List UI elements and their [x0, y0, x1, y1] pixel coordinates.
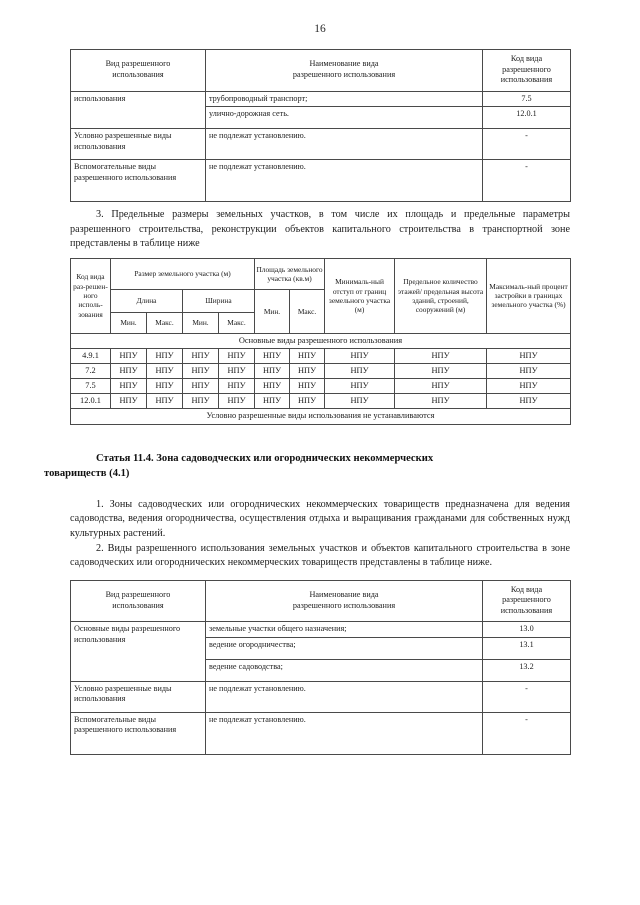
- header-length-max: Макс.: [147, 312, 183, 333]
- cell-length-max: НПУ: [147, 379, 183, 394]
- cell-max-percent: НПУ: [487, 364, 571, 379]
- cell-kind: Вспомогательные виды разрешенного использования: [71, 712, 206, 754]
- cell-width-min: НПУ: [183, 394, 219, 409]
- cell-width-max: НПУ: [219, 379, 255, 394]
- cell-kind: Вспомогательные виды разрешенного использования: [71, 160, 206, 202]
- cell-length-min: НПУ: [111, 364, 147, 379]
- header-max-floors: Предельное количество этажей/ предельная высота зданий, строений, сооружений (м): [395, 258, 487, 333]
- cell-area-max: НПУ: [290, 379, 325, 394]
- header-code-line2: разрешенного: [502, 64, 551, 74]
- cell-name: земельные участки общего назначения;: [206, 622, 483, 638]
- header-length: Длина: [111, 289, 183, 312]
- table-row: [71, 681, 571, 712]
- paragraph-1: 1. Зоны садоводческих или огороднических некоммерческих товариществ предназначена для ведения садоводства, ведения огородничества, осуществления отдыха и выращивания гражданами для собственных нужд культурных растений.: [70, 498, 570, 539]
- header-kind: [71, 50, 206, 92]
- header-kind: [71, 580, 206, 622]
- table-row: [71, 379, 571, 394]
- header-length-min: Мин.: [111, 312, 147, 333]
- header-kind-line1: Вид разрешенного: [105, 590, 171, 599]
- cell-code: -: [483, 681, 571, 712]
- header-width-max: Макс.: [219, 312, 255, 333]
- header-kind-line2: использования: [112, 69, 164, 79]
- cell-max-floors: НПУ: [395, 379, 487, 394]
- header-code-line1: Код вида: [510, 54, 543, 63]
- cell-code: -: [483, 129, 571, 160]
- article-heading: [44, 451, 570, 482]
- cell-name: ведение огородничества;: [206, 637, 483, 659]
- header-kind-line1: Вид разрешенного: [105, 59, 171, 69]
- cell-width-min: НПУ: [183, 364, 219, 379]
- table-row: [71, 160, 571, 202]
- header-code-line3: использования: [500, 605, 553, 615]
- table-row: [71, 91, 571, 107]
- article-heading-line2: товариществ (4.1): [44, 468, 130, 480]
- header-area-group: Площадь земельного участка (кв.м): [255, 258, 325, 289]
- cell-max-percent: НПУ: [487, 349, 571, 364]
- table-transport-uses: [70, 49, 571, 202]
- header-area-max: Макс.: [290, 289, 325, 333]
- header-name-line2: разрешенного использования: [292, 69, 396, 79]
- cell-max-floors: НПУ: [395, 364, 487, 379]
- cell-area-min: НПУ: [255, 394, 290, 409]
- cell-area-min: НПУ: [255, 349, 290, 364]
- table-row: [71, 364, 571, 379]
- cell-code: -: [483, 712, 571, 754]
- header-size-group: Размер земельного участка (м): [111, 258, 255, 289]
- table-header-row: [71, 50, 571, 92]
- cell-name: не подлежат установлению.: [206, 712, 483, 754]
- cell-code: 13.1: [483, 637, 571, 659]
- cell-kind: Условно разрешенные виды использования: [71, 681, 206, 712]
- cell-max-floors: НПУ: [395, 394, 487, 409]
- cell-length-min: НПУ: [111, 394, 147, 409]
- cell-name: улично-дорожная сеть.: [206, 107, 483, 129]
- section-main-uses: Основные виды разрешенного использования: [71, 333, 571, 349]
- cell-min-setback: НПУ: [325, 394, 395, 409]
- cell-name: трубопроводный транспорт;: [206, 91, 483, 107]
- table-row: [71, 622, 571, 638]
- cell-code: 12.0.1: [71, 394, 111, 409]
- cell-max-percent: НПУ: [487, 394, 571, 409]
- footer-conditional-uses: Условно разрешенные виды использования не устанавливаются: [71, 409, 571, 425]
- cell-min-setback: НПУ: [325, 364, 395, 379]
- cell-min-setback: НПУ: [325, 349, 395, 364]
- header-code-line3: использования: [500, 75, 553, 84]
- cell-width-min: НПУ: [183, 349, 219, 364]
- header-code-line1: Код вида: [510, 584, 543, 594]
- header-name-line1: Наименование вида: [309, 59, 379, 69]
- cell-max-percent: НПУ: [487, 379, 571, 394]
- paragraph-2: 2. Виды разрешенного использования земельных участков и объектов капитального строительства в зоне садоводческих или огороднических некоммерческих товариществ представлены в таблице ниже.: [70, 542, 570, 569]
- cell-name: ведение садоводства;: [206, 659, 483, 681]
- table-section-row: [71, 333, 571, 349]
- header-width: Ширина: [183, 289, 255, 312]
- cell-code: 13.0: [483, 622, 571, 638]
- cell-length-min: НПУ: [111, 349, 147, 364]
- table-row: [71, 349, 571, 364]
- cell-width-max: НПУ: [219, 394, 255, 409]
- cell-name: не подлежат установлению.: [206, 129, 483, 160]
- table-limit-parameters: [70, 258, 571, 425]
- header-code-line2: разрешенного: [502, 595, 551, 605]
- header-code: [483, 580, 571, 622]
- table-row: [71, 394, 571, 409]
- header-code: [483, 50, 571, 92]
- cell-area-max: НПУ: [290, 364, 325, 379]
- cell-kind: Условно разрешенные виды использования: [71, 129, 206, 160]
- cell-group-main: Основные виды разрешенного использования: [71, 622, 206, 682]
- table-footer-row: [71, 409, 571, 425]
- cell-width-min: НПУ: [183, 379, 219, 394]
- cell-code: 12.0.1: [483, 107, 571, 129]
- header-max-percent: Максималь-ный процент застройки в границах земельного участка (%): [487, 258, 571, 333]
- cell-area-max: НПУ: [290, 394, 325, 409]
- cell-name: не подлежат установлению.: [206, 681, 483, 712]
- cell-code: 4.9.1: [71, 349, 111, 364]
- table-header-row: [71, 580, 571, 622]
- cell-code: 13.2: [483, 659, 571, 681]
- paragraph-3: 3. Предельные размеры земельных участков, в том числе их площадь и предельные параметры разрешенного строительства, реконструкции объектов капитального строительства в транспортной зоне представлены в таблице ниже: [70, 209, 570, 250]
- header-name: [206, 580, 483, 622]
- cell-length-min: НПУ: [111, 379, 147, 394]
- table-header-row: [71, 258, 571, 289]
- table-row: [71, 129, 571, 160]
- header-name-line1: Наименование вида: [309, 590, 379, 599]
- cell-length-max: НПУ: [147, 394, 183, 409]
- article-heading-line1: Статья 11.4. Зона садоводческих или огороднических некоммерческих: [96, 452, 434, 464]
- cell-kind: использования: [71, 91, 206, 129]
- cell-min-setback: НПУ: [325, 379, 395, 394]
- cell-code: 7.5: [71, 379, 111, 394]
- header-code: Код вида раз-решен-ного исполь-зования: [71, 258, 111, 333]
- header-name: [206, 50, 483, 92]
- header-min-setback: Минималь-ный отступ от границ земельного участка (м): [325, 258, 395, 333]
- table-row: [71, 712, 571, 754]
- cell-area-min: НПУ: [255, 379, 290, 394]
- table-garden-uses: [70, 580, 571, 755]
- header-area-min: Мин.: [255, 289, 290, 333]
- page-number: 16: [314, 23, 326, 35]
- cell-code: 7.5: [483, 91, 571, 107]
- cell-length-max: НПУ: [147, 364, 183, 379]
- header-width-min: Мин.: [183, 312, 219, 333]
- header-name-line2: разрешенного использования: [292, 600, 396, 610]
- cell-length-max: НПУ: [147, 349, 183, 364]
- cell-code: 7.2: [71, 364, 111, 379]
- cell-width-max: НПУ: [219, 364, 255, 379]
- cell-code: -: [483, 160, 571, 202]
- cell-area-min: НПУ: [255, 364, 290, 379]
- cell-name: не подлежат установлению.: [206, 160, 483, 202]
- cell-area-max: НПУ: [290, 349, 325, 364]
- cell-max-floors: НПУ: [395, 349, 487, 364]
- header-kind-line2: использования: [112, 600, 164, 610]
- cell-width-max: НПУ: [219, 349, 255, 364]
